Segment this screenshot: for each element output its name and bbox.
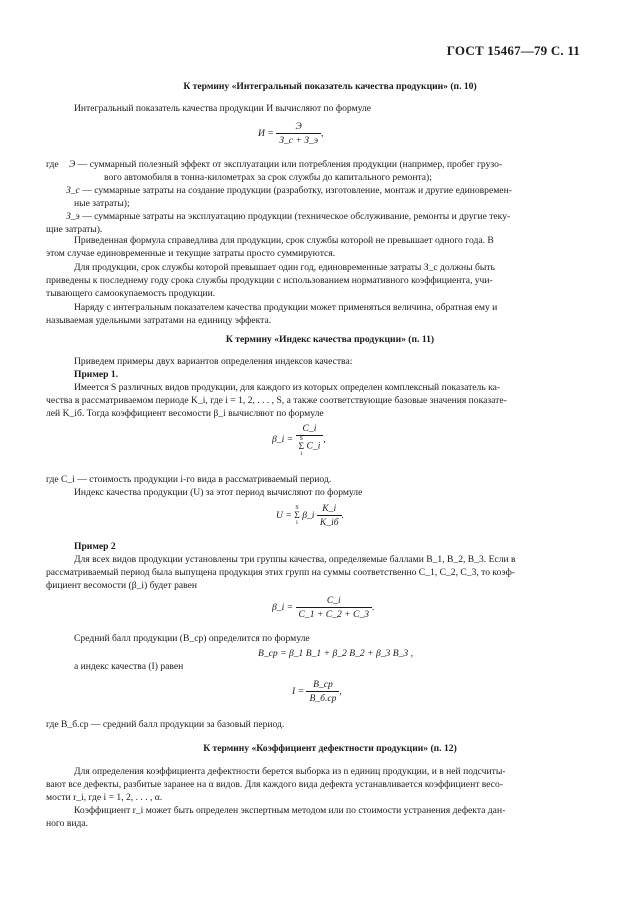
line: лей K_iб. Тогда коэффициент весомости β_i вычисляют по формуле xyxy=(46,408,324,420)
fraction xyxy=(296,422,324,457)
numerator: Э xyxy=(276,120,321,134)
paragraph xyxy=(46,553,586,593)
formula-end: . xyxy=(372,601,375,613)
numerator: C_i xyxy=(296,594,373,608)
section-heading-index: К термину «Индекс качества продукции» (п. 11) xyxy=(225,334,435,345)
example-title: Пример 2 xyxy=(74,541,116,552)
paragraph: Интегральный показатель качества продукции И вычисляют по формуле xyxy=(74,103,372,114)
line: Приведенная формула справедлива для продукции, срок службы которой не превышает одного года. В xyxy=(74,235,494,246)
denominator: C_1 + C_2 + C_3 xyxy=(298,609,370,621)
paragraph xyxy=(46,804,586,830)
formula-avg: B_ср = β_1 B_1 + β_2 B_2 + β_3 B_3 , xyxy=(258,648,413,659)
where-label: где xyxy=(46,159,59,170)
paragraph: Приведем примеры двух вариантов определения индексов качества: xyxy=(74,356,353,367)
paragraph xyxy=(46,234,586,260)
fraction xyxy=(317,502,342,529)
formula-lhs: I = xyxy=(292,685,305,697)
line: Наряду с интегральным показателем качества продукции может применяться величина, обратная ему и xyxy=(74,302,498,313)
symbol: З_с xyxy=(66,185,80,196)
section-heading-integral: К термину «Интегральный показатель качества продукции» (п. 10) xyxy=(183,81,477,92)
line: этом случае единовременные и текущие затраты просто суммируются. xyxy=(46,248,336,260)
definition-cont: вого автомобиля в тонна-километрах за срок службы до капитального ремонта); xyxy=(104,172,432,183)
line: Для определения коэффициента дефектности берется выборка из n единиц продукции, и в ней подсчиты- xyxy=(74,766,506,777)
line: Для продукции, срок службы которой превышает один год, единовременные затраты З_с должны быть xyxy=(74,262,495,273)
definition: где B_б.ср — средний балл продукции за базовый период. xyxy=(46,719,285,730)
sum-symbol: S Σ i xyxy=(298,436,305,458)
formula-end: , xyxy=(321,127,324,139)
definition-line xyxy=(66,184,586,197)
denominator: З_с + З_э xyxy=(279,135,319,147)
definition: где C_i — стоимость продукции i-го вида в рассматриваемый период. xyxy=(46,474,332,485)
definition-cont: ные затраты); xyxy=(74,198,130,209)
denominator xyxy=(296,433,326,458)
sum-lower: i xyxy=(296,520,298,527)
symbol: Э xyxy=(69,159,76,170)
line: Имеется S различных видов продукции, для каждого из которых определен комплексный показатель ка- xyxy=(74,382,501,393)
paragraph xyxy=(46,261,586,301)
numerator: K_i xyxy=(317,502,342,516)
sum-upper: S xyxy=(299,436,303,443)
formula-integral xyxy=(258,120,323,147)
definition-line xyxy=(46,158,586,171)
paragraph: Средний балл продукции (B_ср) определится по формуле xyxy=(74,633,310,644)
paragraph: а индекс качества (I) равен xyxy=(74,661,184,672)
fraction xyxy=(276,120,324,147)
beta-term: β_i xyxy=(302,509,315,521)
sum-lower: i xyxy=(300,451,303,458)
formula-lhs: U = xyxy=(276,509,292,521)
formula-lhs: β_i = xyxy=(272,433,294,445)
paragraph xyxy=(46,381,586,421)
symbol: З_э xyxy=(66,211,80,222)
definition-text: — суммарный полезный эффект от эксплуатации или потребления продукции (например, пробег грузо- xyxy=(77,159,503,170)
paragraph: Индекс качества продукции (U) за этот период вычисляют по формуле xyxy=(74,487,363,498)
line: называемая удельными затратами на единицу эффекта. xyxy=(46,315,272,327)
formula-end: . xyxy=(341,509,344,521)
formula-u xyxy=(276,502,344,529)
paragraph xyxy=(46,765,586,805)
formula-end: , xyxy=(323,433,326,445)
definition-line xyxy=(66,210,586,223)
definition-cont: щие затраты). xyxy=(46,224,103,235)
page-header: ГОСТ 15467—79 С. 11 xyxy=(446,43,580,58)
numerator: C_i xyxy=(296,422,324,436)
line: Для всех видов продукции установлены три группы качества, определяемые баллами B_1, B_2, B_3. Если в xyxy=(74,554,516,565)
numerator: B_ср xyxy=(306,678,339,692)
line: фициент весомости (β_i) будет равен xyxy=(46,580,198,592)
line: мости r_i, где i = 1, 2, . . . , α. xyxy=(46,792,163,804)
formula-lhs: β_i = xyxy=(272,601,294,613)
sum-upper: S xyxy=(295,505,299,512)
definition-text: — суммарные затраты на эксплуатацию продукции (техническое обслуживание, ремонты и другие теку- xyxy=(82,211,511,222)
line: Коэффициент r_i может быть определен экспертным методом или по стоимости устранения дефекта дан- xyxy=(74,805,506,816)
formula-lhs: И = xyxy=(258,127,274,139)
section-heading-defect: К термину «Коэффициент дефектности продукции» (п. 12) xyxy=(203,743,457,754)
denominator: B_б.ср xyxy=(309,693,337,705)
line: рассматриваемый период была выпущена продукция этих групп на суммы соответственно C_1, C_2, C_3, то коэф- xyxy=(46,567,515,579)
definition-text: — суммарные затраты на создание продукции (разработку, изготовление, монтаж и другие единовремен- xyxy=(82,185,512,196)
fraction xyxy=(296,594,373,621)
paragraph xyxy=(46,301,586,327)
line: вают все дефекты, разбитые заранее на α видов. Для каждого вида дефекта устанавливается коэффициент весо- xyxy=(46,779,504,791)
denominator-term: C_i xyxy=(306,440,321,452)
formula-end: , xyxy=(339,685,342,697)
example-title: Пример 1. xyxy=(74,369,119,380)
line: тывающего самоокупаемость продукции. xyxy=(46,288,216,300)
formula-beta-2 xyxy=(272,594,374,621)
line: приведены к последнему году срока службы продукции с использованием нормативного коэффициента, учи- xyxy=(46,275,493,287)
line: чества в рассматриваемом периоде K_i, где i = 1, 2, . . . , S, а также соответствующие базовые значения показате- xyxy=(46,395,507,407)
denominator: K_iб xyxy=(319,517,339,529)
sum-symbol: S Σ i xyxy=(294,505,300,527)
line: ного вида. xyxy=(46,818,89,830)
fraction xyxy=(306,678,342,705)
formula-index xyxy=(292,678,342,705)
formula-beta xyxy=(272,422,326,457)
